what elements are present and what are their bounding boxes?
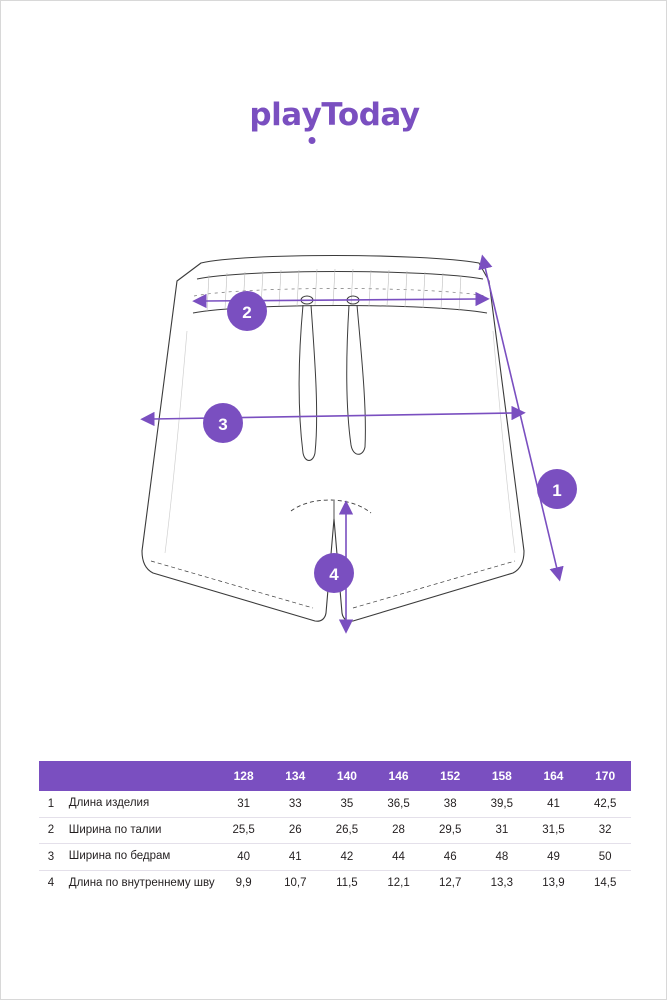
header-size-164: 164 <box>543 769 564 783</box>
table-row <box>39 870 631 896</box>
row-index: 3 <box>39 844 63 871</box>
callout-label-2: 2 <box>242 303 252 322</box>
row-index: 1 <box>39 791 63 817</box>
cell-170: 32 <box>579 817 631 844</box>
cell-152: 29,5 <box>424 817 476 844</box>
cell-152: 46 <box>424 844 476 871</box>
row-index: 2 <box>39 817 63 844</box>
cell-134: 41 <box>269 844 321 871</box>
callout-badge-2 <box>227 291 267 331</box>
header-size-170: 170 <box>595 769 616 783</box>
cell-134: 26 <box>269 817 321 844</box>
shorts-diagram <box>1 201 667 721</box>
size-table-header-row <box>39 761 631 791</box>
cell-140: 42 <box>321 844 373 871</box>
shorts-diagram-svg <box>1 201 667 721</box>
cell-158: 39,5 <box>476 791 528 817</box>
cell-128: 31 <box>218 791 270 817</box>
header-size-134: 134 <box>285 769 306 783</box>
row-measure-name: Длина изделия <box>63 791 218 817</box>
size-table-body <box>39 791 631 896</box>
cell-158: 31 <box>476 817 528 844</box>
cell-134: 33 <box>269 791 321 817</box>
cell-164: 49 <box>528 844 580 871</box>
cell-170: 50 <box>579 844 631 871</box>
row-measure-name: Ширина по бедрам <box>63 844 218 871</box>
header-index <box>39 761 63 791</box>
cell-146: 36,5 <box>373 791 425 817</box>
cell-128: 40 <box>218 844 270 871</box>
brand-logo-dotted-letter-wrap <box>302 97 322 133</box>
header-size-146: 146 <box>388 769 409 783</box>
callout-label-4: 4 <box>329 565 339 584</box>
callout-badge-1 <box>537 469 577 509</box>
size-table-head <box>39 761 631 791</box>
size-table-wrap <box>39 761 631 896</box>
cell-152: 38 <box>424 791 476 817</box>
cell-170: 42,5 <box>579 791 631 817</box>
size-table <box>39 761 631 896</box>
table-row <box>39 844 631 871</box>
callout-label-1: 1 <box>552 481 562 500</box>
header-size-140: 140 <box>336 769 357 783</box>
table-row <box>39 817 631 844</box>
brand-logo-dotted-letter: y <box>301 97 322 133</box>
brand-logo-prefix: pla <box>249 97 302 133</box>
cell-140: 35 <box>321 791 373 817</box>
row-measure-name: Ширина по талии <box>63 817 218 844</box>
callout-badge-4 <box>314 553 354 593</box>
brand-logo-suffix: Today <box>321 97 420 133</box>
cell-158: 13,3 <box>490 877 514 890</box>
callout-badge-3 <box>203 403 243 443</box>
cell-140: 26,5 <box>321 817 373 844</box>
header-measure-name <box>63 761 218 791</box>
brand-logo-dot <box>308 137 315 144</box>
brand-logo <box>1 97 667 133</box>
cell-158: 48 <box>476 844 528 871</box>
cell-140: 11,5 <box>336 877 358 890</box>
cell-128: 9,9 <box>235 877 252 890</box>
callout-label-3: 3 <box>218 415 228 434</box>
cell-164: 13,9 <box>542 877 565 890</box>
header-size-152: 152 <box>440 769 461 783</box>
cell-164: 41 <box>528 791 580 817</box>
cell-146: 12,1 <box>387 877 410 890</box>
cell-128: 25,5 <box>218 817 270 844</box>
cell-146: 28 <box>373 817 425 844</box>
cell-164: 31,5 <box>528 817 580 844</box>
header-size-158: 158 <box>491 769 512 783</box>
cell-170: 14,5 <box>593 877 617 890</box>
row-measure-name: Длина по внутреннему шву <box>68 876 215 889</box>
cell-134: 10,7 <box>284 877 307 890</box>
row-index: 4 <box>47 877 55 890</box>
cell-146: 44 <box>373 844 425 871</box>
header-size-128: 128 <box>233 769 254 783</box>
table-row <box>39 791 631 817</box>
cell-152: 12,7 <box>439 877 462 890</box>
